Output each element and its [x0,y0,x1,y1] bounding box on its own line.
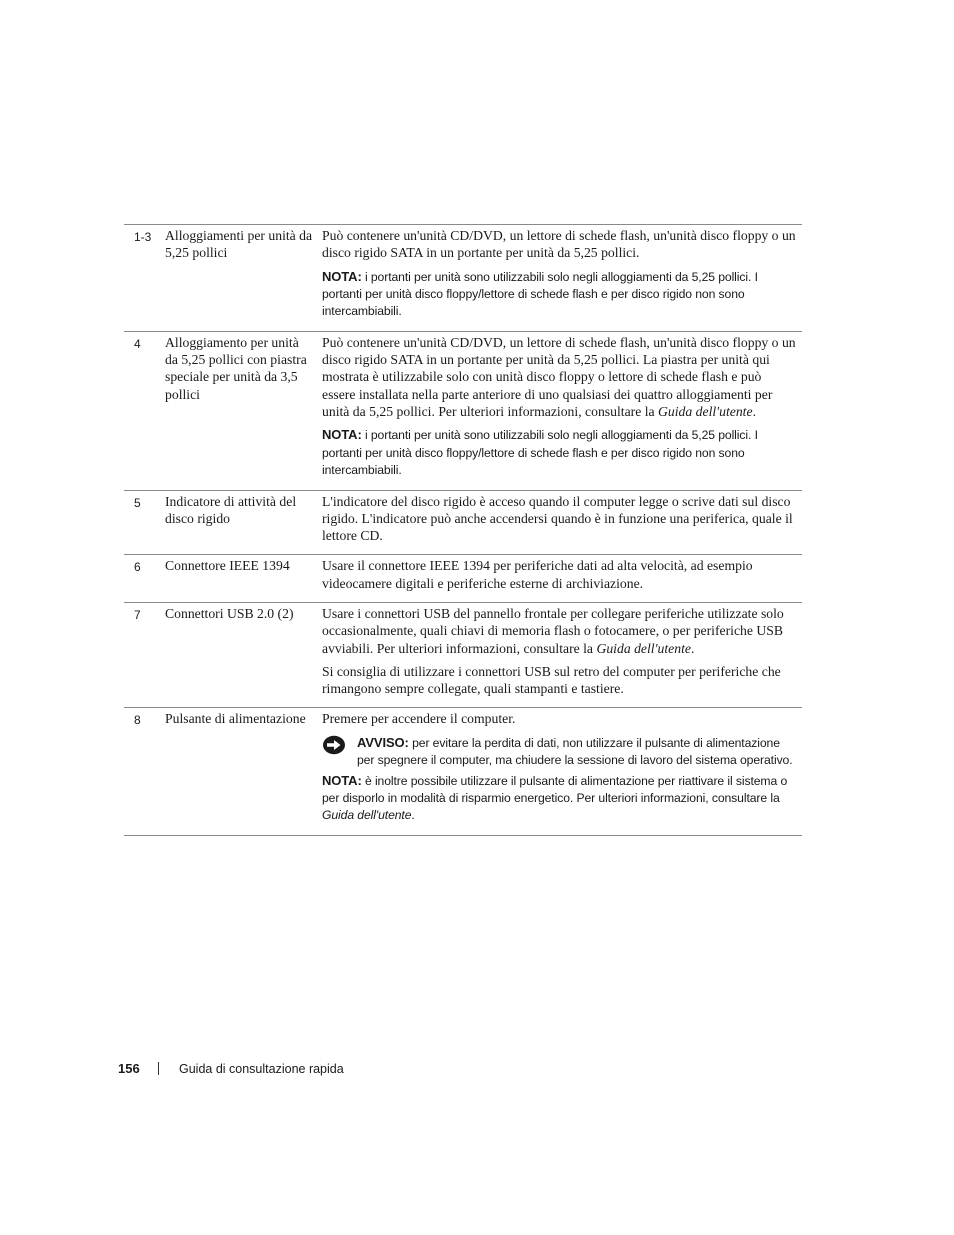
note-end: . [411,808,415,823]
description-text [322,334,798,420]
warning-label: AVVISO: [357,734,409,750]
row-number: 6 [134,560,141,575]
component-name: Connettore IEEE 1394 [165,558,290,574]
arrow-circle-icon [322,734,357,770]
warning [322,734,798,770]
note-label: NOTA: [322,427,362,443]
component-description [322,493,802,551]
page-footer [118,1061,344,1076]
note [322,426,798,479]
description-text: L'indicatore del disco rigido è acceso quando il computer legge o scrive dati sul disco rigido. L'indicatore può anche accendersi quando è in funzione una periferica, quale il lettore CD. [322,493,793,544]
table-row [124,491,802,556]
note-text: i portanti per unità sono utilizzabili solo negli alloggiamenti da 5,25 pollici. I portanti per unità disco floppy/lettore di schede flash e per disco rigido non sono intercambiabili. [322,428,758,478]
note-label: NOTA: [322,268,362,284]
warning-body: per evitare la perdita di dati, non utilizzare il pulsante di alimentazione per spegnere il computer, ma chiudere la sessione di lavoro del sistema operativo. [357,735,793,768]
component-name: Alloggiamenti per unità da 5,25 pollici [165,228,313,261]
component-name: Alloggiamento per unità da 5,25 pollici con piastra speciale per unità da 3,5 pollici [165,334,307,402]
table-row [124,555,802,603]
row-number: 7 [134,608,141,622]
description-text [322,605,798,657]
component-name: Pulsante di alimentazione [165,711,306,727]
component-description [322,710,802,830]
description-text-2: Si consiglia di utilizzare i connettori USB sul retro del computer per periferiche che rimangono sempre collegate, quali stampanti e tastiere. [322,663,781,697]
description-end: . [752,404,756,419]
row-number: 1-3 [134,230,152,244]
page-number: 156 [118,1061,140,1076]
note-text: i portanti per unità sono utilizzabili solo negli alloggiamenti da 5,25 pollici. I portanti per unità disco floppy/lettore di schede flash e per disco rigido non sono intercambiabili. [322,269,758,319]
footer-title: Guida di consultazione rapida [179,1061,344,1076]
note [322,268,798,321]
guide-reference: Guida dell'utente [596,640,691,656]
table-row [124,225,802,332]
warning-text [357,734,798,770]
description-text: Usare il connettore IEEE 1394 per periferiche dati ad alta velocità, ad esempio videocamere digitali e periferiche esterne di archiviazione. [322,558,753,591]
note [322,772,798,825]
guide-reference: Guida dell'utente [322,808,412,823]
row-number: 4 [134,336,141,351]
table-row [124,332,802,491]
description-body: Può contenere un'unità CD/DVD, un lettore di schede flash, un'unità disco floppy o un disco rigido SATA in un portante per unità da 5,25 pollici. La piastra per unità qui mostrata è utilizzabile solo con unità disco floppy o lettore di schede flash e può essere installata nella parte anteriore di uno qualsiasi dei quattro alloggiamenti per unità da 5,25 pollici. Per ulteriori informazioni, consultare la [322,334,796,419]
component-name: Indicatore di attività del disco rigido [165,493,297,526]
component-name: Connettori USB 2.0 (2) [165,606,294,621]
note-text: è inoltre possibile utilizzare il pulsante di alimentazione per riattivare il sistema o per disporlo in modalità di risparmio energetico. Per ulteriori informazioni, consultare la [322,773,788,805]
description-text: Premere per accendere il computer. [322,711,516,727]
table-row [124,603,802,708]
description-body: Usare i connettori USB del pannello frontale per collegare periferiche utilizzate solo occasionalmente, quali chiavi di memoria flash o fotocamere, o per periferiche USB avviabili. Per ulteriori informazioni, consultare la [322,606,784,656]
row-number: 8 [134,713,141,728]
component-description [322,605,802,703]
component-description [322,227,802,327]
table-row [124,708,802,835]
description-end: . [690,640,695,656]
footer-separator [158,1062,159,1075]
description-text: Può contenere un'unità CD/DVD, un lettore di schede flash, un'unità disco floppy o un disco rigido SATA in un portante per unità da 5,25 pollici. [322,228,796,261]
guide-reference: Guida dell'utente [658,404,753,419]
component-description [322,557,802,598]
component-description [322,334,802,486]
note-label: NOTA: [322,772,362,788]
components-table [124,224,802,836]
row-number: 5 [134,495,141,510]
